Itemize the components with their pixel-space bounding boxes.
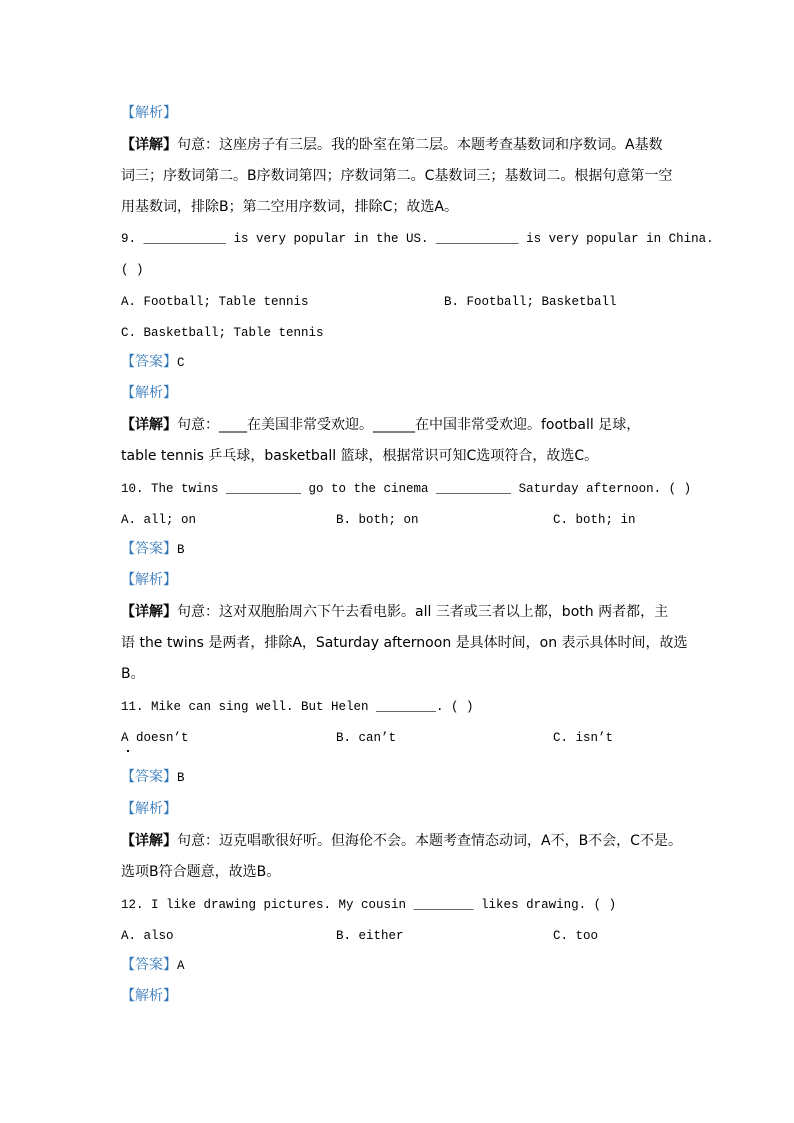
stray-dot [127,750,129,752]
detail-paragraph [121,417,640,433]
analysis-label: 【解析】 [121,988,177,1004]
detail-label: 【详解】 [121,833,177,849]
detail-line: 选项B符合题意，故选B。 [121,864,281,880]
option-b: B. can’t [336,731,397,745]
answer-value: B [177,543,185,557]
detail-line: 句意：迈克唱歌很好听。但海伦不会。本题考查情态动词，A不，B不会，C不是。 [177,833,682,849]
option-a: A. Football; Table tennis [121,295,309,309]
answer-label: 【答案】 [121,769,177,785]
question-12-stem: 12. I like drawing pictures. My cousin ________ likes drawing. ( ) [121,898,617,912]
analysis-label: 【解析】 [121,105,177,121]
detail-paragraph [121,833,682,849]
option-a: A doesn’t [121,731,189,745]
answer-row [121,541,185,558]
option-b: B. Football; Basketball [444,295,617,309]
answer-row [121,354,185,371]
analysis-label: 【解析】 [121,801,177,817]
detail-label: 【详解】 [121,417,177,433]
option-c: C. too [553,929,599,943]
answer-value: A [177,959,185,973]
detail-line: B。 [121,666,145,682]
detail-line: 语 the twins 是两者，排除A，Saturday afternoon 是具体时间，on 表示具体时间，故选 [121,635,688,651]
analysis-label: 【解析】 [121,385,177,401]
detail-line: 句意：这座房子有三层。我的卧室在第二层。本题考查基数词和序数词。A基数 [177,137,663,153]
detail-label: 【详解】 [121,137,177,153]
answer-label: 【答案】 [121,957,177,973]
option-c: C. isn’t [553,731,614,745]
analysis-label: 【解析】 [121,572,177,588]
option-b: B. either [336,929,404,943]
answer-value: B [177,771,185,785]
answer-row [121,769,185,786]
detail-line: 句意：____在美国非常受欢迎。______在中国非常受欢迎。football 足球， [177,417,641,433]
option-a: A. also [121,929,174,943]
answer-value: C [177,356,185,370]
question-9-bracket: ( ) [121,263,144,277]
option-a: A. all; on [121,513,197,527]
answer-row [121,957,185,974]
question-11-stem: 11. Mike can sing well. But Helen ________. ( ) [121,700,474,714]
detail-paragraph [121,604,668,620]
detail-line: 用基数词，排除B；第二空用序数词，排除C；故选A。 [121,199,458,215]
detail-line: 句意：这对双胞胎周六下午去看电影。all 三者或三者以上都，both 两者都，主 [177,604,669,620]
question-10-stem: 10. The twins __________ go to the cinema __________ Saturday afternoon. ( ) [121,482,692,496]
answer-label: 【答案】 [121,354,177,370]
detail-line: 词三；序数词第二。B序数词第四；序数词第二。C基数词三；基数词二。根据句意第一空 [121,168,673,184]
question-9-stem: 9. ___________ is very popular in the US. ___________ is very popular in China. [121,232,714,246]
option-b: B. both; on [336,513,419,527]
option-c: C. both; in [553,513,636,527]
detail-paragraph [121,137,663,153]
detail-line: table tennis 乒乓球，basketball 篮球，根据常识可知C选项符合，故选C。 [121,448,599,464]
detail-label: 【详解】 [121,604,177,620]
answer-label: 【答案】 [121,541,177,557]
option-c: C. Basketball; Table tennis [121,326,324,340]
